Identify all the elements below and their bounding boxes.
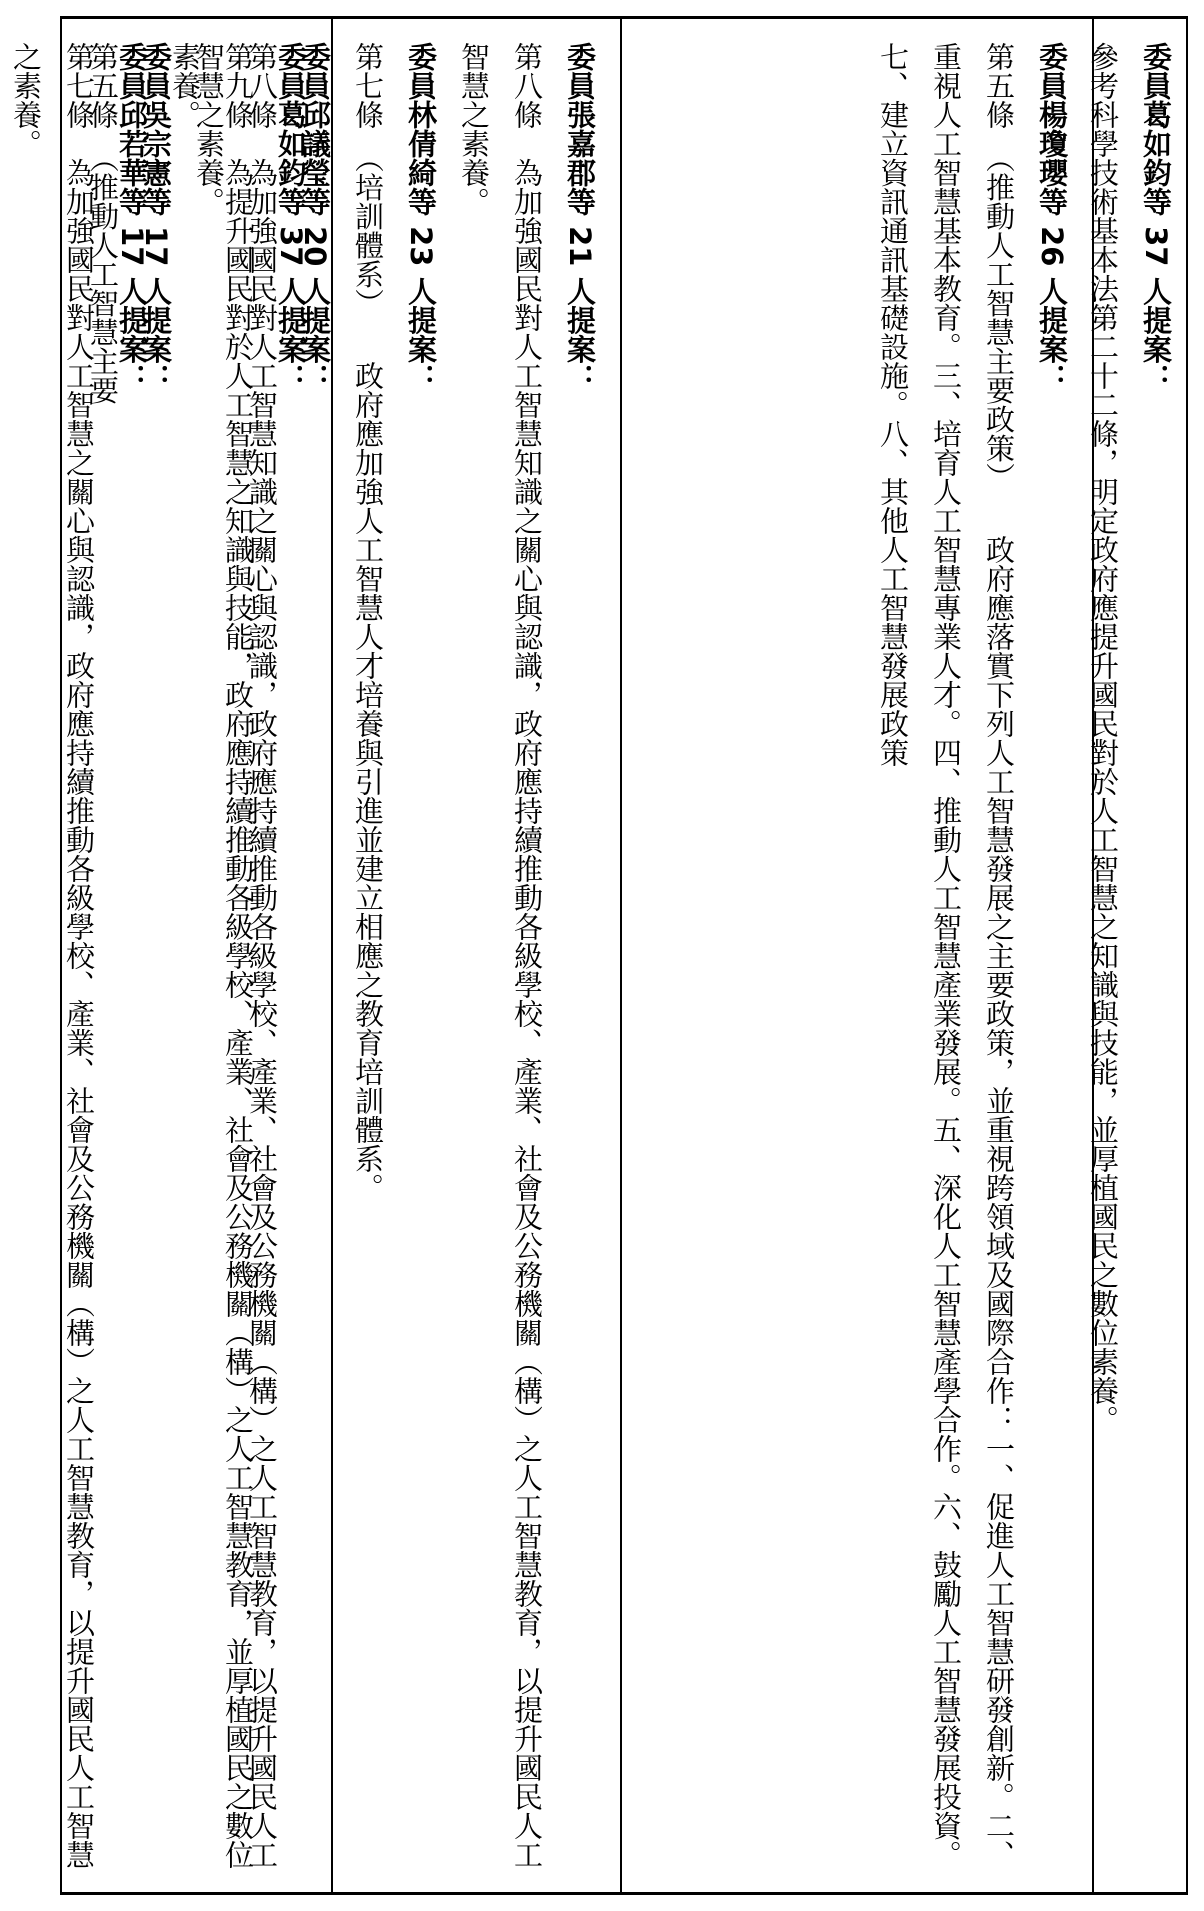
proposer-heading: 委員吳宗憲等 17 人提案： (139, 42, 173, 393)
article-text: 參考科學技術基本法第二十二條，明定政府應提升國民對於人工智慧之知識與技能，並厚植國民之數位素養。 (1086, 42, 1120, 1434)
table-column-4 (1086, 16, 1186, 1894)
proposer-heading: 委員葛如鈞等 37 人提案： (274, 42, 308, 393)
proposer-heading: 委員楊瓊瓔等 26 人提案： (1035, 42, 1069, 393)
table-right-border (1186, 16, 1188, 1894)
article-text: 第七條 （培訓體系） 政府應加強人工智慧人才培養與引進並建立相應之教育培訓體系。 (351, 42, 385, 1202)
article-text: 第八條 為加強國民對人工智慧知識之關心與認識，政府應持續推動各級學校、產業、社會及公務機關（構）之人工智慧教育，以提升國民人工智慧之素養。 (457, 42, 544, 1869)
article-text: 第九條 為提升國民對於人工智慧之知識與技能，政府應持續推動各級學校、產業、社會及公務機關（構）之人工智慧教育，並厚植國民之數位素養。 (168, 42, 255, 1869)
proposer-heading: 委員邱議瑩等 20 人提案： (298, 42, 332, 393)
article-text: 第五條 （推動人工智慧主要政策） 政府應落實下列人工智慧發展之主要政策，並重視跨領域及國際合作：一、促進人工智慧研發創新。二、重視人工智慧基本教育。三、培育人工智慧專業人才。四、推動人工智慧產業發展。五、深化人工智慧產學合作。六、鼓勵人工智慧發展投資。七、建立資訊通訊基礎設施。八、其他人工智慧發展政策 (876, 42, 1016, 1869)
article-text: 第五條 （推動人工智慧主要 (86, 42, 120, 405)
article-text: 第八條 為加強國民對人工智慧知識之關心與認識，政府應持續推動各級學校、產業、社會及公務機關（構）之人工智慧教育，以提升國民人工智慧之素養。 (192, 42, 279, 1869)
proposer-heading: 委員邱若華等 17 人提案： (115, 42, 149, 393)
table-column-3 (622, 16, 1092, 1894)
proposer-heading: 委員葛如鈞等 37 人提案： (1139, 42, 1173, 393)
article-text: 第七條 為加強國民對人工智慧之關心與認識，政府應持續推動各級學校、產業、社會及公務機關（構）之人工智慧教育，以提升國民人工智慧之素養。 (9, 42, 96, 1869)
proposer-heading: 委員林倩綺等 23 人提案： (404, 42, 438, 393)
proposer-heading: 委員張嘉郡等 21 人提案： (563, 42, 597, 393)
